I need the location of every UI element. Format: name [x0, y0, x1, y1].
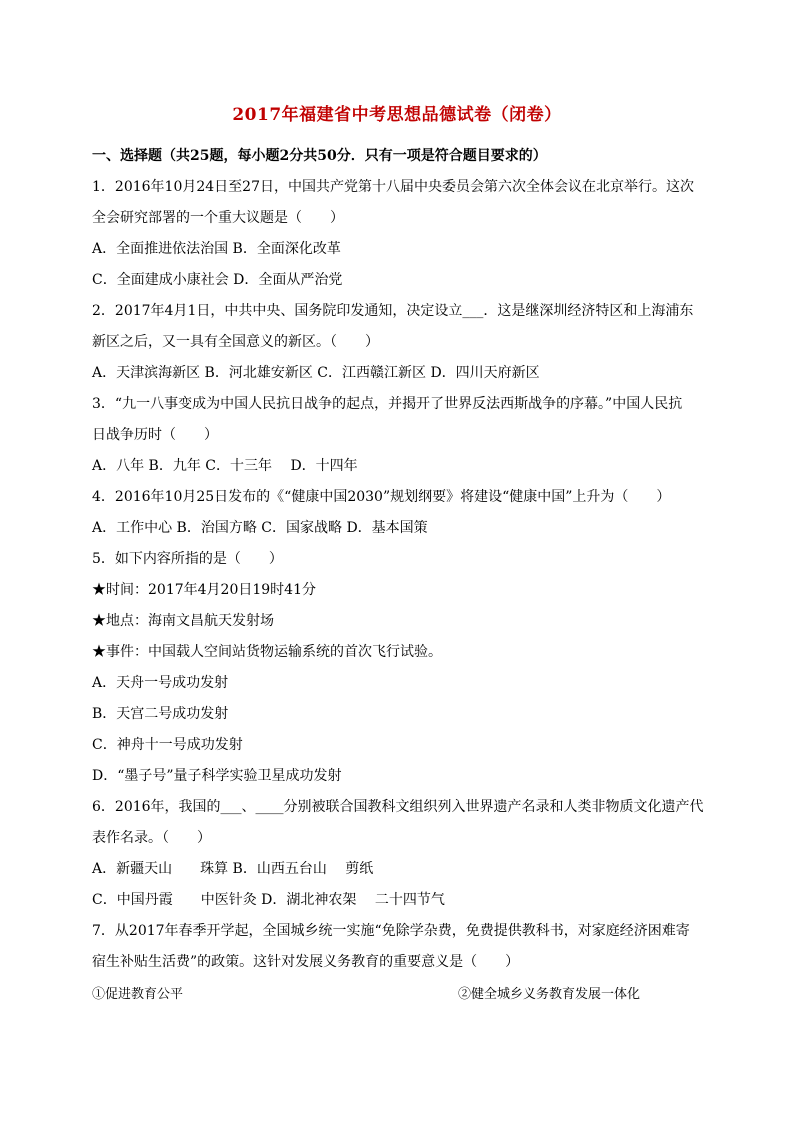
- q6-options-cd: C．中国丹霞 中医针灸 D．湖北神农架 二十四节气: [92, 892, 445, 908]
- q3-line-1: 3．“九一八事变成为中国人民抗日战争的起点，并揭开了世界反法西斯战争的序幕。”中国人民抗: [92, 396, 683, 412]
- q6-line-1: 6．2016年，我国的___、____分别被联合国教科文组织列入世界遗产名录和人类非物质文化遗产代: [92, 799, 704, 815]
- q7-statement-1: ①促进教育公平: [92, 987, 184, 1002]
- q3-line-2: 日战争历时（ ）: [92, 427, 218, 443]
- q7-statements-row: [92, 985, 712, 1005]
- q4-options: A．工作中心 B．治国方略 C．国家战略 D．基本国策: [92, 520, 428, 536]
- q1-options-cd: C．全面建成小康社会 D．全面从严治党: [92, 272, 343, 288]
- q1-line-2: 全会研究部署的一个重大议题是（ ）: [92, 210, 344, 226]
- q4-line-1: 4．2016年10月25日发布的《“健康中国2030”规划纲要》将建设“健康中国”上升为（ ）: [92, 489, 671, 505]
- q3-options: A．八年 B．九年 C．十三年 D．十四年: [92, 458, 358, 474]
- q6-options-ab: A．新疆天山 珠算 B．山西五台山 剪纸: [92, 861, 374, 877]
- q7-line-2: 宿生补贴生活费”的政策。这针对发展义务教育的重要意义是（ ）: [92, 954, 520, 970]
- q5-place: ★地点：海南文昌航天发射场: [92, 613, 274, 629]
- q5-option-a: A．天舟一号成功发射: [92, 675, 229, 691]
- q5-option-d: D．“墨子号”量子科学实验卫星成功发射: [92, 768, 342, 784]
- q6-line-2: 表作名录。（ ）: [92, 830, 211, 846]
- q5-line-1: 5．如下内容所指的是（ ）: [92, 551, 283, 567]
- q5-time: ★时间：2017年4月20日19时41分: [92, 582, 316, 598]
- q1-line-1: 1．2016年10月24日至27日，中国共产党第十八届中央委员会第六次全体会议在北京举行。这次: [92, 179, 694, 195]
- q5-event: ★事件：中国载人空间站货物运输系统的首次飞行试验。: [92, 644, 442, 660]
- section-header: 一、选择题（共25题，每小题2分共50分．只有一项是符合题目要求的）: [92, 148, 547, 164]
- q1-options-ab: A．全面推进依法治国 B．全面深化改革: [92, 241, 341, 257]
- q2-options: A．天津滨海新区 B．河北雄安新区 C．江西赣江新区 D．四川天府新区: [92, 365, 540, 381]
- q7-statement-2: ②健全城乡义务教育发展一体化: [458, 987, 641, 1002]
- exam-title: 2017年福建省中考思想品德试卷（闭卷）: [232, 105, 562, 125]
- q5-option-c: C．神舟十一号成功发射: [92, 737, 243, 753]
- q2-line-1: 2．2017年4月1日，中共中央、国务院印发通知，决定设立___．这是继深圳经济特区和上海浦东: [92, 303, 694, 319]
- q2-line-2: 新区之后，又一具有全国意义的新区。（ ）: [92, 334, 379, 350]
- q7-line-1: 7．从2017年春季开学起，全国城乡统一实施“免除学杂费，免费提供教科书，对家庭经济困难寄: [92, 923, 690, 939]
- q5-option-b: B．天宫二号成功发射: [92, 706, 229, 722]
